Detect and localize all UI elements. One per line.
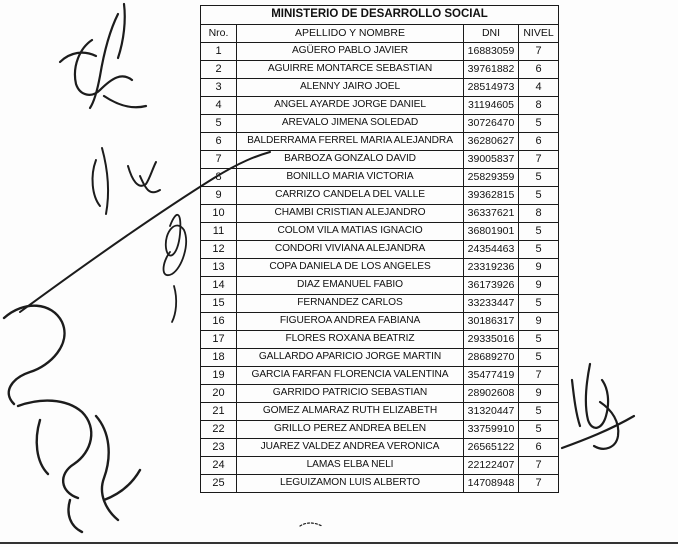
cell-dni: 25829359 [464, 169, 519, 187]
cell-dni: 28902608 [464, 385, 519, 403]
cell-nivel: 5 [519, 421, 559, 439]
cell-nro: 17 [201, 331, 237, 349]
table-row [201, 385, 559, 403]
cell-name: FLORES ROXANA BEATRIZ [237, 331, 464, 349]
personnel-table [200, 5, 559, 493]
cell-dni: 30726470 [464, 115, 519, 133]
cell-dni: 23319236 [464, 259, 519, 277]
column-header-nivel: NIVEL [519, 25, 559, 43]
cell-nro: 25 [201, 475, 237, 493]
cell-nro: 5 [201, 115, 237, 133]
cell-nivel: 5 [519, 331, 559, 349]
table-row [201, 151, 559, 169]
cell-nro: 10 [201, 205, 237, 223]
cell-nivel: 5 [519, 169, 559, 187]
cell-nivel: 7 [519, 457, 559, 475]
cell-dni: 33759910 [464, 421, 519, 439]
cell-nivel: 9 [519, 385, 559, 403]
cell-nro: 21 [201, 403, 237, 421]
table-row [201, 97, 559, 115]
cell-dni: 39761882 [464, 61, 519, 79]
cell-nro: 11 [201, 223, 237, 241]
cell-nro: 4 [201, 97, 237, 115]
cell-name: LAMAS ELBA NELI [237, 457, 464, 475]
cell-nivel: 5 [519, 223, 559, 241]
cell-name: CHAMBI CRISTIAN ALEJANDRO [237, 205, 464, 223]
cell-nro: 8 [201, 169, 237, 187]
cell-nivel: 6 [519, 61, 559, 79]
cell-nivel: 8 [519, 205, 559, 223]
cell-name: BARBOZA GONZALO DAVID [237, 151, 464, 169]
table-row [201, 61, 559, 79]
cell-name: COLOM VILA MATIAS IGNACIO [237, 223, 464, 241]
cell-nivel: 5 [519, 295, 559, 313]
cell-dni: 36337621 [464, 205, 519, 223]
cell-nro: 16 [201, 313, 237, 331]
page-bottom-edge [0, 542, 678, 544]
table-row [201, 133, 559, 151]
cell-nivel: 8 [519, 97, 559, 115]
cell-dni: 35477419 [464, 367, 519, 385]
cell-dni: 36173926 [464, 277, 519, 295]
cell-nivel: 6 [519, 439, 559, 457]
table-row [201, 421, 559, 439]
table-row [201, 115, 559, 133]
cell-nro: 13 [201, 259, 237, 277]
cell-dni: 28689270 [464, 349, 519, 367]
cell-name: LEGUIZAMON LUIS ALBERTO [237, 475, 464, 493]
cell-nro: 6 [201, 133, 237, 151]
cell-dni: 36280627 [464, 133, 519, 151]
cell-nro: 20 [201, 385, 237, 403]
cell-nro: 1 [201, 43, 237, 61]
cell-dni: 30186317 [464, 313, 519, 331]
cell-nivel: 7 [519, 43, 559, 61]
cell-name: CARRIZO CANDELA DEL VALLE [237, 187, 464, 205]
cell-nro: 2 [201, 61, 237, 79]
cell-name: GARCIA FARFAN FLORENCIA VALENTINA [237, 367, 464, 385]
cell-nro: 9 [201, 187, 237, 205]
column-header-dni: DNI [464, 25, 519, 43]
cell-nivel: 7 [519, 367, 559, 385]
table-row [201, 277, 559, 295]
cell-nivel: 9 [519, 259, 559, 277]
cell-name: AGUIRRE MONTARCE SEBASTIAN [237, 61, 464, 79]
table-row [201, 367, 559, 385]
table-row [201, 457, 559, 475]
cell-dni: 33233447 [464, 295, 519, 313]
cell-nro: 12 [201, 241, 237, 259]
cell-dni: 39005837 [464, 151, 519, 169]
cell-name: ALENNY JAIRO JOEL [237, 79, 464, 97]
cell-nivel: 5 [519, 403, 559, 421]
table-row [201, 223, 559, 241]
document-title: MINISTERIO DE DESARROLLO SOCIAL [201, 6, 559, 25]
cell-dni: 14708948 [464, 475, 519, 493]
cell-nivel: 6 [519, 133, 559, 151]
cell-name: DIAZ EMANUEL FABIO [237, 277, 464, 295]
cell-nro: 19 [201, 367, 237, 385]
cell-dni: 28514973 [464, 79, 519, 97]
cell-name: FERNANDEZ CARLOS [237, 295, 464, 313]
cell-name: BONILLO MARIA VICTORIA [237, 169, 464, 187]
table-row [201, 403, 559, 421]
cell-nivel: 5 [519, 241, 559, 259]
cell-name: GRILLO PEREZ ANDREA BELEN [237, 421, 464, 439]
cell-name: ANGEL AYARDE JORGE DANIEL [237, 97, 464, 115]
table-row [201, 169, 559, 187]
table-row [201, 295, 559, 313]
cell-nivel: 9 [519, 313, 559, 331]
cell-name: AREVALO JIMENA SOLEDAD [237, 115, 464, 133]
cell-name: CONDORI VIVIANA ALEJANDRA [237, 241, 464, 259]
table-row [201, 259, 559, 277]
table-row [201, 331, 559, 349]
cell-name: BALDERRAMA FERREL MARIA ALEJANDRA [237, 133, 464, 151]
cell-nivel: 5 [519, 187, 559, 205]
cell-nro: 23 [201, 439, 237, 457]
table-row [201, 313, 559, 331]
cell-dni: 22122407 [464, 457, 519, 475]
table-row [201, 475, 559, 493]
cell-name: FIGUEROA ANDREA FABIANA [237, 313, 464, 331]
column-header-name: APELLIDO Y NOMBRE [237, 25, 464, 43]
table-row [201, 439, 559, 457]
cell-nivel: 5 [519, 115, 559, 133]
cell-nivel: 7 [519, 151, 559, 169]
table-row [201, 79, 559, 97]
cell-name: GOMEZ ALMARAZ RUTH ELIZABETH [237, 403, 464, 421]
table-row [201, 349, 559, 367]
cell-dni: 39362815 [464, 187, 519, 205]
cell-dni: 24354463 [464, 241, 519, 259]
cell-nro: 22 [201, 421, 237, 439]
cell-name: GARRIDO PATRICIO SEBASTIAN [237, 385, 464, 403]
cell-nro: 18 [201, 349, 237, 367]
cell-nro: 24 [201, 457, 237, 475]
cell-name: AGÜERO PABLO JAVIER [237, 43, 464, 61]
table-row [201, 187, 559, 205]
cell-nro: 14 [201, 277, 237, 295]
cell-nro: 7 [201, 151, 237, 169]
cell-nro: 15 [201, 295, 237, 313]
cell-name: GALLARDO APARICIO JORGE MARTIN [237, 349, 464, 367]
column-header-nro: Nro. [201, 25, 237, 43]
cell-dni: 16883059 [464, 43, 519, 61]
cell-name: JUAREZ VALDEZ ANDREA VERONICA [237, 439, 464, 457]
cell-dni: 29335016 [464, 331, 519, 349]
table-body [201, 43, 559, 493]
cell-nivel: 5 [519, 349, 559, 367]
cell-name: COPA DANIELA DE LOS ANGELES [237, 259, 464, 277]
cell-dni: 31320447 [464, 403, 519, 421]
cell-nivel: 4 [519, 79, 559, 97]
cell-nivel: 7 [519, 475, 559, 493]
table-row [201, 241, 559, 259]
cell-dni: 36801901 [464, 223, 519, 241]
cell-dni: 26565122 [464, 439, 519, 457]
cell-nivel: 9 [519, 277, 559, 295]
cell-dni: 31194605 [464, 97, 519, 115]
cell-nro: 3 [201, 79, 237, 97]
table-header-row [201, 25, 559, 43]
table-row [201, 43, 559, 61]
table-row [201, 205, 559, 223]
